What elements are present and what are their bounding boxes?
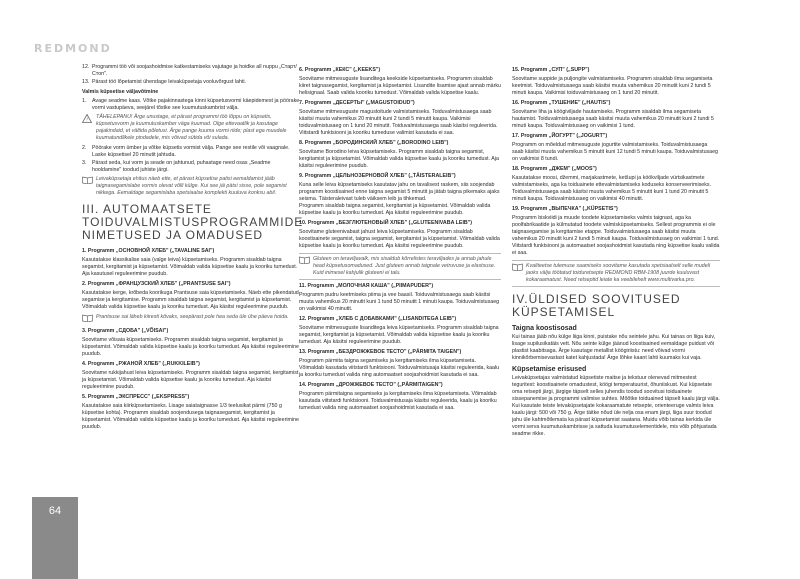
program-item: 17. Programm „ЙОГУРТ" („JOGURT") Programm on mõeldud mitmesuguste jogurtite valmistamiseks. Toiduvalmistusaega saab käsitsi muuta vahemikus 5 minutit kuni 12 tundi 5 minuti kaupa. Toiduvalmistusaeg on vaikimisi 8 tundi. [512,133,719,162]
list-item: 2. Pöörake vorm ümber ja võtke küpsetis vormist välja. Pange see restile või vaagnale. Laske küpsetisel 20 minutit jahtuda. [82,145,290,158]
steps-list-top [82,64,300,86]
page-number: 64 [48,505,62,517]
gluten-note: Gluteen on teraviljavalk, mis sisaldub kõrrelistes teraviljades ja annab jahule head küpsetusomadused. Just gluteen annab taignale vetruvuse ja elastsuse. Kuid inimesel kahjulik gluteeni ei talu. [299,253,501,280]
program-item: 13. Programm „БЕЗДРОЖЖЕВОЕ ТЕСТО" („PÄRMITA TAIGEN") Programm pärmita taigna segamiseks ja kergitamiseks ilma küpsetamiseta. Võimaldab kasutada viitstardi funktsiooni. Toiduvalmistusaja käsitsi reguleerida, kaalu ja kooriku tumedust valida ning automaatset soojashoidmist kasutada ei saa. [299,349,500,378]
recipe-note: Kvaliteetse tulemuse saamiseks soovitame kasutada spetsiaalselt selle mudeli jaoks välja töötatud toiduretsepte REDMOND RBM-1908 juurde kuuluvast kokaraamatust. Need retseptid leiate ka veebilehelt www.multivarka.pro. [512,260,720,287]
svg-text:!: ! [86,117,88,123]
section-title-programs: III. AUTOMAATSETE TOIDUVALMISTUSPROGRAMMIDE NIMETUSED JA OMADUSED [82,202,304,242]
section-title-recommendations: IV.ÜLDISED SOOVITUSED KÜPSETAMISEL [512,292,681,319]
program-item: 10. Programm „БЕЗГЛЮТЕНОВЫЙ ХЛЕБ" („GLUTEENIVABA LEIB") Soovitame gluteenivabast jahust leiva küpsetamiseks. Programm sisaldab koostisainete segamist, taigna segamist, kergitamist ja küpsetamist. Võimaldab valida küpsetise kaalu ja kooriku tumedust. Aja käsitsi reguleerimine puudub. [299,220,500,249]
program-item: 19. Programm „ВЫПЕЧКА" („KÜPSETIS") Programm biskviidi ja muude toodete küpsetamiseks valmis taignast, aga ka poolfabrikaatide ja külmutatud toodete valmisküpsetamiseks. Sellest programmis ei ole taignasegamise ja kergitamise etappe. Toiduvalmistusaega saab käsitsi muuta vahemikus 20 minutit kuni 2 tundi 5 minuti kaupa. Toiduvalmistusaeg on vaikimisi 1 tund. Viitstardi funktsiooni ja automaatset soojashoidmist kasutada ning küpsetise kaalu valida ei saa. [512,206,720,256]
program-item: 18. Programm „ДЖЕМ" („MOOS") Kasutatakse moosi, džemmi, marjakastmete, ketšupi ja köökviljade vürtsikastmete valmistamiseks, aga ka toiduainete ettevalmistamiseks koduseks konserveerimiseks. Toiduvalmistusaega saab käsitsi muuta vahemikus 5 minutit kuni 1 tund 20 minutit 5 minuti kaupa. Toiduvalmistusaeg on vaikimisi 40 minutit. [512,166,712,202]
paragraph: Kui tainas jääb nõu külge liiga kinni, puistake nõu seintele jahu. Kui tainas on liiga kuiv, lisage supilusikatäis vett. Nõu seinte külge jäänud koostisained eemaldage puidust või plastist kaabitsaga. Ärge kasutage metallist köögiriistu: need võivad vormi kinnikõrbemisevastast katet kahjustada! Ärge lõhke kaant lahti kuumaks kui vaja. [512,334,716,361]
program-item: 4. Programm „РЖАНОЙ ХЛЕБ" („RUKKILEIB") Soovitame rukkijahust leiva küpsetamiseks. Programm sisaldab taigna segamist, kergitamist ja küpsetamist. Võimaldab valida küpsetise kaalu ja kooriku tumedust. Aja käsitsi reguleerimine puudub. [82,361,299,390]
program-item: 2. Programm „ФРАНЦУЗСКИЙ ХЛЕБ" („PRANTSUSE SAI") Kasutatakse kerge, krõbeda koorikuga Prantsuse saia küpsetamiseks. Näeb ette pikendatud segamise ja kergitamise. Programm sisaldab taigna segamist, kergitamist ja küpsetamist. Võimaldab valida küpsetise kaalu ja kooriku tumedust. Aja käsitsi reguleerimine puudub. [82,281,299,310]
program-item: 8. Programm „БОРОДИНСКИЙ ХЛЕБ" („BORODINO LEIB") Soovitame Borodino leiva küpsetamiseks. Programm sisaldab taigna segamist, kergitamist ja küpsetamist. Võimaldab valida küpsetise kaalu ja kooriku tumedust. Aja käsitsi reguleerimine puudub. [299,140,499,169]
list-item: 13. Pärast töö lõpetamist ühendage leivaküpsetaja vooluvõrgust lahti. [82,79,247,85]
list-item: 12. Programmi töö või soojashoidmise katkestamiseks vajutage ja hoidke all nuppu „Старт/Стоп". [82,64,297,77]
program-item: 7. Programm „ДЕСЕРТЫ" („MAGUSTOIDUD") Soovitame mitmesuguste magustoitude valmistamiseks. Toiduvalmistusaega saab käsitsi muuta vahemikus 20 minutit kuni 2 tundi 5 minutit kaupa. Vaikimisi toiduvalmistusaeg on 1 tund 20 minutit. Toiduvalmistusaega saab käsitsi reguleerida. Viitstardi funktsiooni ja kooriku tumeduse valimist kasutada ei saa. [299,100,498,136]
warning-icon [82,114,96,142]
list-item: 3. Pärast seda, kui vorm ja seade on jahtunud, puhastage need osas „Seadme hooldamine" toodud juhiste järgi. [82,160,271,173]
program-item: 1. Programm „ОСНОВНОЙ ХЛЕБ" („TAVALINE SAI") Kasutatakse klassikalise saia (valge leiva) küpsetamiseks. Programm sisaldab taigna segamist, kergitamist ja küpsetamist. Võimaldab valida küpsetise kaalu ja kooriku tumedust. Aja kasutusel reguleerimine puudub. [82,248,298,277]
paragraph: Leivaküpsetajas valmistatud küpsetiste maitse ja tekstuur olenevad mitmestest teguritest: koostisainete omadustest, köögi temperatuurist, õhuniiskust. Kui küpsetate oma retsepti järgi, järgige täpselt selles juhendis toodud soovitusi toiduainete sissepanemise ja programmi valimise suhtes. Mõõtke toiduained täpselt kaalu järgi välja. Kui kasutate teiste leivaküpsetajate kokaraamatute retsepte, orienteeruge valmis leiva kaalu järgi: 500 või 750 g. Ärge täitke nõud üle nelja osa enam järgi, liiga suur toodud jahu üle kahtmõtlemata ka pärast küpsetamist saatana. Muidu võib tainas kerkida üle vormi serva kuumutuskambrisse ja sattuda kuumutuselementidele, mis võib põhjustada seadme rikke. [512,375,720,437]
program-item: 9. Programm „ЦЕЛЬНОЗЕРНОВОЙ ХЛЕБ" („TÄISTERALEIB") Kuna selle leiva küpsetamiseks kasutatav jahu on tavalisest raskem, siis soojendab programm koostisained enne taigna segamist 5 minutit ja jätab taigna pikemaks ajaks seisma. Täisteraleivast tuleb väiksem leib ja tihkemad. Programm sisaldab taigna segamist, kergitamist ja küpsetamist. Võimaldab valida küpsetise kaalu ja kooriku tumedust. Aja käsitsi reguleerimine puudub. [299,173,500,216]
program-item: 5. Programm „ЭКСПРЕСС" („EKSPRESS") Kasutatakse saia kiirküpsetamiseks. Lisage saiataignasse 1/3 teelusikat pärmi (750 g küpsetise kohta). Programm sisaldab soojendusega taignasegamist, kergitamist ja küpsetamist. Võimaldab valida küpsetise kaalu ja kooriku tumedust. Aja käsitsi reguleerimine puudub. [82,394,299,430]
book-icon [512,263,526,284]
program-item: 3. Programm „СДОБА" („VÕISAI") Soovitame võisaia küpsetamiseks. Programm sisaldab taigna segamist, kergitamist ja küpsetamist. Võimaldab valida küpsetise kaalu ja kooriku tumedust. Aja käsitsi reguleerimine puudub. [82,328,299,357]
book-icon [82,176,96,197]
subheading-ingredients: Taigna koostisosad [512,325,577,332]
warning-note: ! TÄHELEPANU! Ärge unustage, et pärast programmi töö lõppu on küpsetis, küpsetusvorm ja kuumutuskamber väga kuumad. Olge ettevaatlik ja kasutage pajakindaid, et vältida põletusi. Ärge pange kuuma vormi riide; plast ega muudele kuumatundlikele pindadele, mis võivad sütida või sulada. [82,114,300,142]
book-icon [299,256,313,277]
book-icon [82,314,96,325]
program-item: 12. Programm „ХЛЕБ С ДОБАВКАМИ" („LISANDITEGA LEIB") Soovitame mitmesuguste lisanditega leiva küpsetamiseks. Programm sisaldab taigna segamist, kergitamist ja küpsetamist. Võimaldab valida küpsetise kaalu ja kooriku tumedust. Aja käsitsi reguleerimine puudub. [299,316,499,345]
list-item: 1. Avage seadme kaas. Võtke pajakinnastega kinni küpsetusvormi käepidemest ja pöörake vormi vastupäeva, seejärel tõstke see kuumutuskambrist välja. [82,98,300,111]
subheading-baking: Küpsetamise erisused [512,366,587,373]
program-item: 15. Programm „СУП" („SUPP") Soovitame suppide ja puljongite valmistamiseks. Programm sisaldab ilma segamiseta keetmist. Toiduvalmistusaega saab käsitsi muuta vahemikus 20 minutit kuni 2 tundi 5 minuti kaupa. Vaikimisi toiduvalmistusaeg on 1 tund 20 minutit. [512,67,713,96]
column-left [82,64,304,434]
program-item: 16. Programm „ТУШЕНИЕ" („HAUTIS") Soovitame liha ja köögiviljade hautamiseks. Programm sisaldab ilma segamiseta hautamist. Toiduvalmistusaega saab käsitsi muuta vahemikus 20 minutit kuni 2 tundi 5 minuti kaupa. Toiduvalmistusaeg on vaikimisi 1 tund. [512,100,714,129]
program-item: 14. Programm „ДРОЖЖЕВОЕ ТЕСТО" („PÄRMITAIGEN") Programm pärmitaigna segamiseks ja kergitamiseks ilma küpsetamiseta. Võimaldab kasutada viitstardi funktsiooni. Toiduvalmistusaja käsitsi reguleerida, kaalu ja kooriku tumedust valida ning automaatset soojashoidmist kasutada ei saa. [299,382,497,411]
prog2-note: Prantsuse sai läheb kiiresti kõvaks, seepärast pole hea seda üle ühe päeva hoida. [82,314,300,325]
program-item: 11. Programm „МОЛОЧНАЯ КАША" („PIIMAPUDER") Programm pudru keetmiseks piima ja vee baasil. Toiduvalmistusaega saab käsitsi muuta vahemikus 20 minutit kuni 1 tund 50 minutit 1 minuti kaupa. Toiduvalmistusaeg on vaikimisi 40 minutit. [299,283,500,312]
column-right [512,64,720,440]
removal-heading: Valmis küpsetise väljavõtmine [82,89,159,95]
brand-logo: REDMOND [34,42,112,55]
column-middle [299,64,501,415]
program-item: 6. Programm „КЕКС" („KEEKS") Soovitame mitmesuguste lisanditega keekside küpsetamiseks. Programm sisaldab kiiret taignasegamist, kergitamist ja küpsetamist. Lisandite lisamise ajast annab märku helisignaal. Saab valida kooriku tumedust. Võimaldab valida küpsetise kaalu. [299,67,501,96]
info-note: Leivaküpsetaja ehitus näeb ette, et pärast küpsetise patisi eemaldamist jääb taignasegamislabe vormis olevat võlli külge. Kui see jäi pätsi sisse, pole segamist nikkega. Eemaldage segamislaba spetsiaalse komplekti kuuluva konksu abil. [82,176,300,197]
